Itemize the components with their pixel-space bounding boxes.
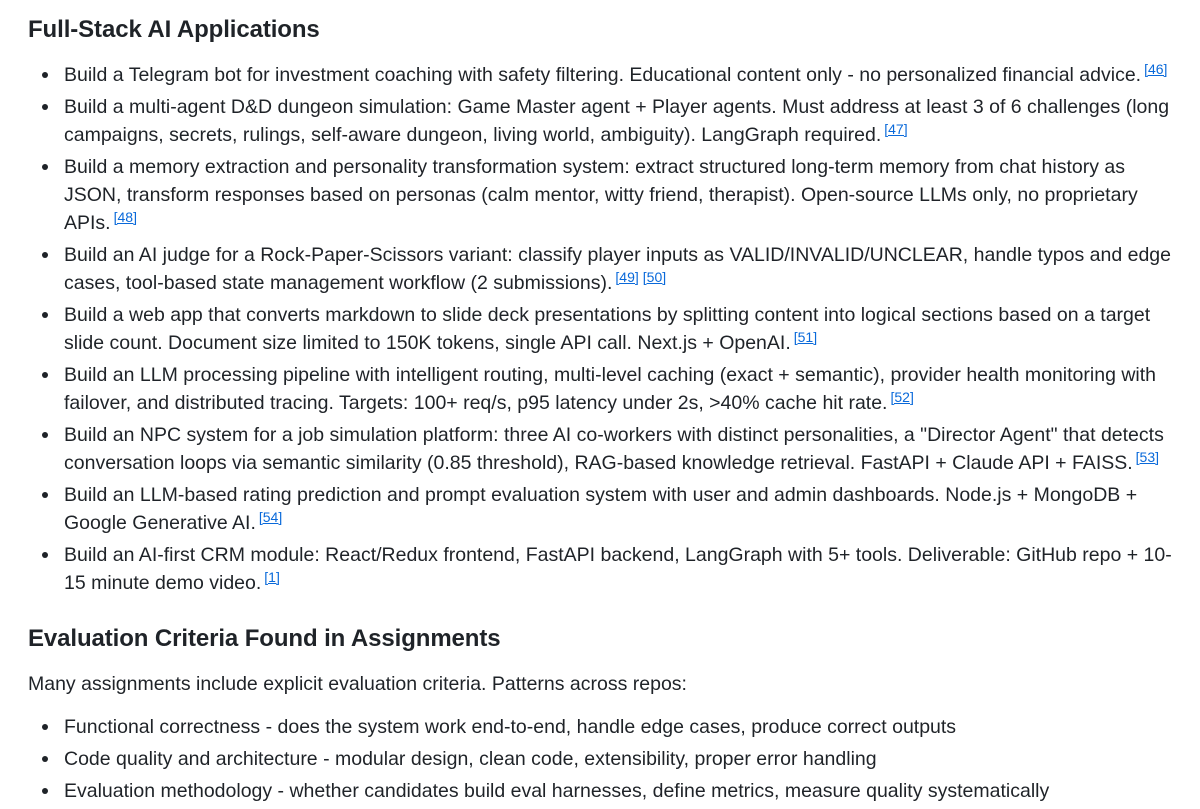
list-item: [64, 481, 1178, 537]
citation-link[interactable]: [47]: [884, 120, 908, 137]
section-heading-full-stack: Full-Stack AI Applications: [28, 16, 320, 43]
list-item: [64, 241, 1178, 297]
list-item-text: Build an LLM-based rating prediction and prompt evaluation system with user and admin dashboards. Node.js + MongoDB + Google Generative AI.: [64, 484, 1138, 534]
list-item: [64, 61, 1178, 89]
document-content: [28, 13, 1178, 809]
list-item-text: Build an NPC system for a job simulation platform: three AI co-workers with distinct personalities, a "Director Agent" that detects conversation loops via semantic similarity (0.85 threshold), RAG-based knowledge retrieval. FastAPI + Claude API + FAISS.: [64, 424, 1164, 474]
list-item: [64, 541, 1178, 597]
list-item: [64, 93, 1178, 149]
criteria-list: [28, 713, 1178, 805]
section-intro-paragraph: Many assignments include explicit evaluation criteria. Patterns across repos:: [28, 673, 687, 695]
list-item: [64, 745, 1178, 773]
list-item-text: Code quality and architecture - modular design, clean code, extensibility, proper error handling: [64, 748, 877, 770]
list-item: [64, 153, 1178, 237]
section-heading-evaluation-criteria: Evaluation Criteria Found in Assignments: [28, 625, 501, 652]
citation-link[interactable]: [48]: [113, 208, 137, 225]
list-item: [64, 421, 1178, 477]
list-item-text: Build a memory extraction and personality transformation system: extract structured long-term memory from chat history as JSON, transform responses based on personas (calm mentor, witty friend, therapist). Open-source LLMs only, no proprietary APIs.: [64, 156, 1138, 234]
citation-link[interactable]: [52]: [890, 388, 914, 405]
list-item-text: Build a multi-agent D&D dungeon simulation: Game Master agent + Player agents. Must address at least 3 of 6 challenges (long campaigns, secrets, rulings, self-aware dungeon, living world, ambiguity). LangGraph required.: [64, 96, 1170, 146]
assignment-list: [28, 61, 1178, 597]
citation-link[interactable]: [50]: [642, 268, 667, 285]
citation-link[interactable]: [51]: [793, 328, 818, 345]
list-item: [64, 301, 1178, 357]
list-item-text: Build an AI-first CRM module: React/Redux frontend, FastAPI backend, LangGraph with 5+ tools. Deliverable: GitHub repo + 10-15 minute demo video.: [64, 544, 1172, 594]
list-item-text: Build an AI judge for a Rock-Paper-Scissors variant: classify player inputs as VALID/INVALID/UNCLEAR, handle typos and edge cases, tool-based state management workflow (2 submissions).: [64, 244, 1171, 294]
list-item-text: Build an LLM processing pipeline with intelligent routing, multi-level caching (exact + semantic), provider health monitoring with failover, and distributed tracing. Targets: 100+ req/s, p95 latency under 2s, >40% cache hit rate.: [64, 364, 1157, 414]
list-item: [64, 713, 1178, 741]
list-item-text: Build a web app that converts markdown to slide deck presentations by splitting content into logical sections based on a target slide count. Document size limited to 150K tokens, single API call. Next.js + OpenAI.: [64, 304, 1151, 354]
list-item-text: Evaluation methodology - whether candidates build eval harnesses, define metrics, measure quality systematically: [64, 780, 1050, 802]
list-item: [64, 361, 1178, 417]
citation-link[interactable]: [54]: [258, 508, 283, 525]
list-item: [64, 777, 1178, 805]
list-item-text: Build a Telegram bot for investment coaching with safety filtering. Educational content only - no personalized financial advice.: [64, 64, 1142, 86]
citation-link[interactable]: [46]: [1144, 60, 1168, 77]
citation-link[interactable]: [53]: [1135, 448, 1160, 465]
citation-link[interactable]: [1]: [264, 568, 280, 585]
list-item-text: Functional correctness - does the system work end-to-end, handle edge cases, produce correct outputs: [64, 716, 957, 738]
citation-link[interactable]: [49]: [615, 268, 639, 285]
